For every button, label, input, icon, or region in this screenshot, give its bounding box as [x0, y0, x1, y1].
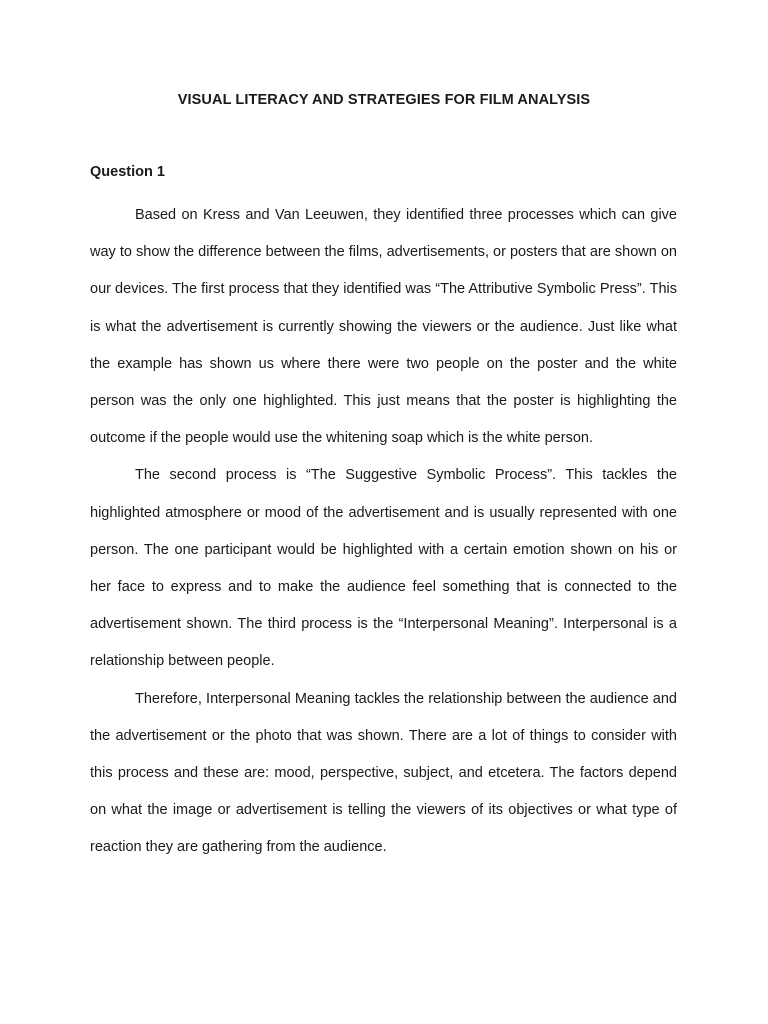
paragraph-2: The second process is “The Suggestive Symbolic Process”. This tackles the highlighted atmosphere or mood of the advertisement and is usually represented with one person. The one participant would be highlighted with a certain emotion shown on his or her face to express and to make the audience feel something that is connected to the advertisement shown. The third process is the “Interpersonal Meaning”. Interpersonal is a relationship between people. [90, 467, 677, 670]
document-body [90, 197, 677, 867]
paragraph-3: Therefore, Interpersonal Meaning tackles the relationship between the audience and the advertisement or the photo that was shown. There are a lot of things to consider with this process and these are: mood, perspective, subject, and etcetera. The factors depend on what the image or advertisement is telling the viewers of its objectives or what type of reaction they are gathering from the audience. [90, 690, 677, 856]
question-heading: Question 1 [90, 164, 165, 180]
paragraph-1: Based on Kress and Van Leeuwen, they identified three processes which can give way to show the difference between the films, advertisements, or posters that are shown on our devices. The first process that they identified was “The Attributive Symbolic Press”. This is what the advertisement is currently showing the viewers or the audience. Just like what the example has shown us where there were two people on the poster and the white person was the only one highlighted. This just means that the poster is highlighting the outcome if the people would use the whitening soap which is the white person. [90, 207, 677, 447]
document-title: VISUAL LITERACY AND STRATEGIES FOR FILM ANALYSIS [177, 92, 591, 108]
